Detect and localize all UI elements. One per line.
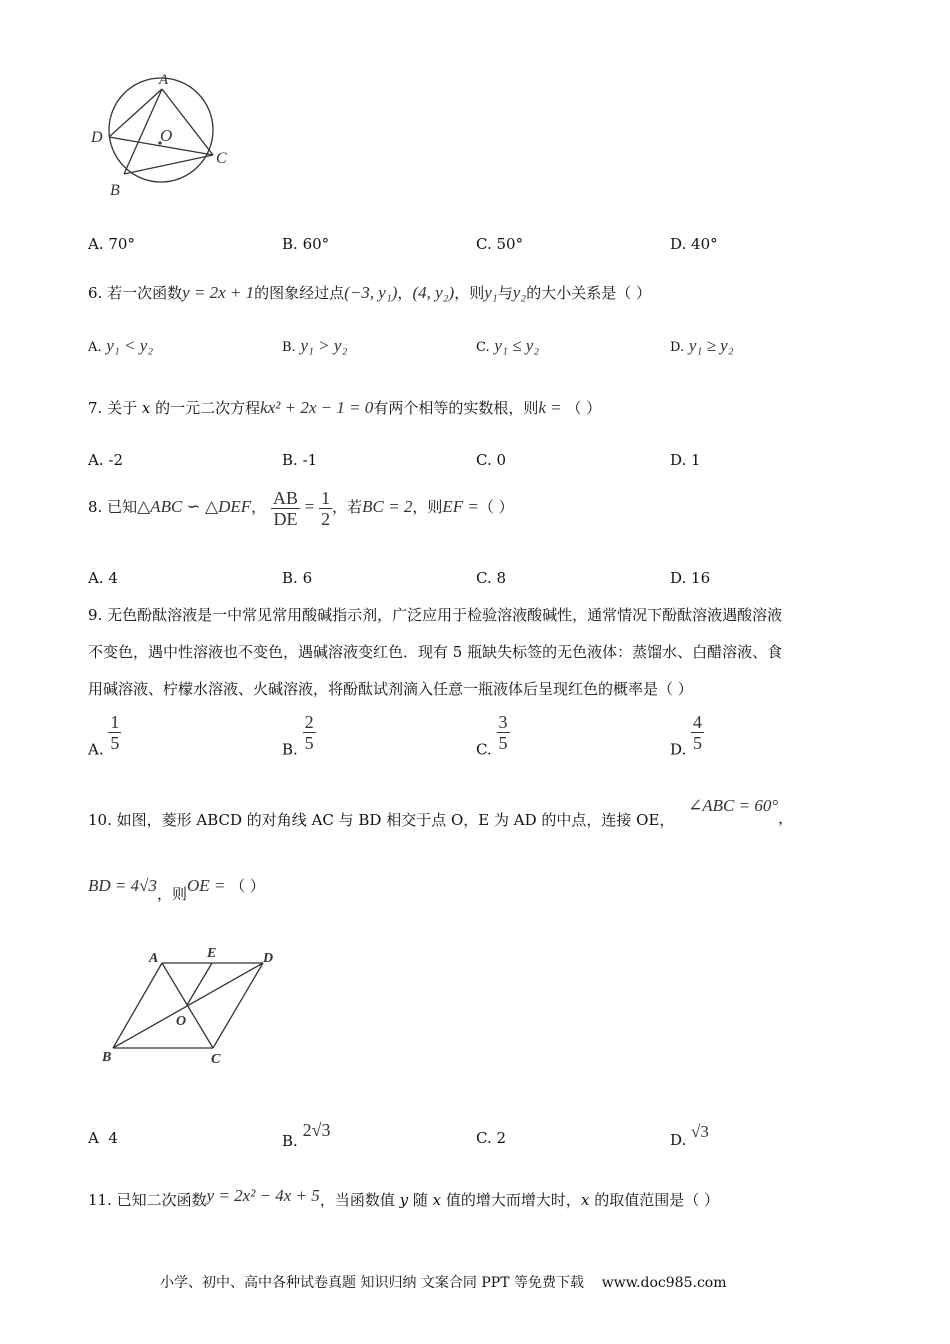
q8-option-b[interactable] bbox=[282, 569, 312, 587]
option-label: A. bbox=[88, 451, 104, 469]
question-9-line-2: 不变色，遇中性溶液也不变色，遇碱溶液变红色．现有 5 瓶缺失标签的无色液体：蒸馏水、白醋溶液、食 bbox=[88, 643, 783, 661]
question-text: ，则 bbox=[156, 885, 187, 903]
q10-option-d[interactable] bbox=[670, 1122, 709, 1149]
q7-option-a[interactable] bbox=[88, 451, 123, 469]
question-text: （ ） bbox=[566, 399, 602, 417]
ratio-fraction bbox=[271, 488, 300, 529]
question-text: 与 bbox=[497, 284, 513, 302]
label-a: A bbox=[159, 72, 169, 88]
fraction-denominator: 2 bbox=[321, 508, 331, 529]
q5-option-c[interactable] bbox=[476, 235, 523, 253]
side-cd bbox=[213, 963, 263, 1048]
label-a: A bbox=[149, 951, 159, 966]
question-text: ，当函数值 bbox=[319, 1191, 395, 1209]
option-label: B. bbox=[282, 340, 296, 355]
option-text: √3 bbox=[691, 1122, 709, 1141]
question-text: 已知 bbox=[107, 498, 138, 516]
option-text: 60° bbox=[302, 235, 330, 253]
question-text: 的一元二次方程 bbox=[155, 399, 261, 417]
option-text: 2√3 bbox=[302, 1120, 331, 1140]
question-text: 的图象经过点 bbox=[254, 284, 345, 302]
question-text: ，若 bbox=[332, 498, 363, 516]
q7-option-d[interactable] bbox=[670, 451, 701, 469]
option-label: B. bbox=[282, 740, 298, 759]
option-label: C. bbox=[476, 1129, 492, 1147]
question-text: 随 bbox=[412, 1191, 428, 1209]
page-footer bbox=[160, 1272, 726, 1292]
side-ab bbox=[113, 963, 162, 1048]
option-text: -1 bbox=[302, 451, 318, 469]
option-text: 16 bbox=[691, 569, 711, 587]
formula: kx² + 2x − 1 = 0 bbox=[260, 398, 374, 417]
option-label: B. bbox=[282, 569, 298, 587]
y1: y₁ bbox=[484, 283, 498, 302]
option-text: 8 bbox=[496, 569, 507, 587]
option-label: C. bbox=[476, 340, 490, 355]
question-text: 已知二次函数 bbox=[116, 1191, 207, 1209]
q10-option-a[interactable] bbox=[88, 1129, 118, 1147]
q7-option-c[interactable] bbox=[476, 451, 506, 469]
label-b: B bbox=[110, 182, 120, 199]
option-text: 4 bbox=[108, 569, 118, 587]
q8-option-a[interactable] bbox=[88, 569, 118, 587]
label-c: C bbox=[216, 150, 227, 167]
fraction-denominator: DE bbox=[273, 508, 298, 529]
option-label: D. bbox=[670, 740, 687, 759]
bc-expression: BC = 2 bbox=[362, 497, 413, 516]
option-text: 70° bbox=[108, 235, 135, 253]
variable-x: x bbox=[432, 1191, 442, 1209]
angle-expression: ∠ABC = 60° bbox=[688, 796, 779, 815]
option-label: B. bbox=[282, 451, 298, 469]
fraction-numerator: 1 bbox=[321, 487, 331, 508]
option-text: 1 bbox=[691, 451, 701, 469]
option-label: A. bbox=[88, 569, 104, 587]
option-text: 50° bbox=[496, 235, 524, 253]
question-number: 8. bbox=[88, 498, 103, 516]
option-label: A. bbox=[88, 235, 104, 253]
option-text: y₁ > y₂ bbox=[300, 336, 348, 355]
formula: y = 2x² − 4x + 5 bbox=[206, 1186, 320, 1205]
fraction-denominator: 5 bbox=[304, 733, 314, 753]
fraction-numerator: 3 bbox=[498, 712, 508, 732]
question-number: 7. bbox=[88, 399, 103, 417]
label-b: B bbox=[102, 1050, 112, 1065]
option-text: y₁ ≤ y₂ bbox=[494, 336, 540, 355]
question-number: 6. bbox=[88, 284, 103, 302]
y2: y₂ bbox=[512, 283, 527, 302]
q8-option-c[interactable] bbox=[476, 569, 506, 587]
label-o: O bbox=[176, 1014, 187, 1029]
option-label: A. bbox=[88, 740, 104, 759]
fraction-denominator: 5 bbox=[693, 733, 703, 753]
option-label: D. bbox=[670, 340, 685, 355]
formula: y = 2x + 1 bbox=[182, 283, 255, 302]
diagonal-bd bbox=[113, 963, 263, 1048]
q5-option-a[interactable] bbox=[88, 235, 135, 253]
variable-x: x bbox=[580, 1191, 590, 1209]
variable-y: y bbox=[399, 1191, 409, 1209]
comma: ， bbox=[778, 809, 794, 827]
question-text: 有两个相等的实数根，则 bbox=[373, 399, 539, 417]
option-fraction bbox=[691, 712, 704, 753]
label-c: C bbox=[211, 1052, 221, 1067]
q6-option-a[interactable] bbox=[88, 336, 153, 356]
question-text: 的取值范围是（ ） bbox=[594, 1191, 719, 1209]
question-text: 值的增大而增大时， bbox=[445, 1191, 581, 1209]
label-e: E bbox=[207, 946, 217, 961]
variable-x: x bbox=[141, 399, 151, 417]
option-text: 2 bbox=[496, 1129, 507, 1147]
fraction-numerator: 1 bbox=[110, 712, 120, 732]
bd-expression: BD = 4√3 bbox=[88, 876, 157, 895]
question-11 bbox=[88, 1186, 719, 1210]
q5-option-d[interactable] bbox=[670, 235, 718, 253]
q7-option-b[interactable] bbox=[282, 451, 317, 469]
option-label: C. bbox=[476, 740, 492, 759]
equals: = bbox=[304, 497, 315, 516]
comma: ， bbox=[251, 498, 267, 516]
fraction-numerator: 4 bbox=[693, 712, 703, 732]
question-text: 的大小关系是（ ） bbox=[526, 284, 651, 302]
option-text: 0 bbox=[496, 451, 507, 469]
rhombus-figure bbox=[95, 940, 290, 1070]
option-label: C. bbox=[476, 235, 492, 253]
option-label: A bbox=[88, 1129, 99, 1147]
option-label: D. bbox=[670, 569, 687, 587]
k-expression: k = bbox=[538, 398, 562, 417]
q6-option-b[interactable] bbox=[282, 336, 347, 356]
question-8 bbox=[88, 484, 514, 530]
q10-option-c[interactable] bbox=[476, 1129, 506, 1147]
question-9-line-3: 用碱溶液、柠檬水溶液、火碱溶液，将酚酞试剂滴入任意一瓶液体后呈现红色的概率是（ ） bbox=[88, 680, 693, 698]
question-text: （ ） bbox=[230, 877, 265, 895]
question-text: ，则 bbox=[412, 498, 443, 516]
chord-ac bbox=[162, 89, 213, 155]
point-1: (−3, y₁) bbox=[344, 283, 398, 302]
fraction-denominator: 5 bbox=[498, 733, 508, 753]
question-text: 关于 bbox=[107, 399, 138, 417]
circle-figure bbox=[80, 68, 240, 203]
question-9-line-1: 9. 无色酚酞溶液是一中常见常用酸碱指示剂，广泛应用于检验溶液酸碱性，通常情况下酚酞溶液遇酸溶液 bbox=[88, 606, 783, 624]
option-fraction bbox=[303, 712, 316, 753]
similar-expression: △ABC ∽ △DEF bbox=[137, 497, 252, 516]
question-text: 若一次函数 bbox=[107, 284, 183, 302]
question-text: （ ） bbox=[478, 498, 514, 516]
option-text: 6 bbox=[302, 569, 313, 587]
chord-ab bbox=[124, 89, 162, 174]
question-10-line-2 bbox=[88, 876, 265, 904]
question-10-text: 10. 如图，菱形 ABCD 的对角线 AC 与 BD 相交于点 O，E 为 AD 的中点，连接 OE， bbox=[88, 811, 675, 829]
option-text: -2 bbox=[108, 451, 124, 469]
q9-option-b[interactable] bbox=[282, 712, 316, 759]
chord-da bbox=[109, 89, 162, 137]
fraction-denominator: 5 bbox=[110, 733, 120, 753]
option-fraction bbox=[497, 712, 510, 753]
option-label: D. bbox=[670, 1131, 687, 1149]
question-7 bbox=[88, 398, 601, 418]
question-text: ，则 bbox=[454, 284, 485, 302]
option-fraction bbox=[108, 712, 121, 753]
q9-option-a[interactable] bbox=[88, 712, 121, 759]
question-10-angle bbox=[688, 796, 793, 828]
q6-option-d[interactable] bbox=[670, 336, 734, 356]
q10-option-b[interactable] bbox=[282, 1120, 330, 1150]
option-text: 40° bbox=[691, 235, 718, 253]
option-label: B. bbox=[282, 235, 298, 253]
ef-expression: EF = bbox=[442, 497, 479, 516]
fraction-numerator: 2 bbox=[304, 712, 314, 732]
option-label: C. bbox=[476, 569, 492, 587]
option-label: B. bbox=[282, 1132, 298, 1150]
q5-option-b[interactable] bbox=[282, 235, 329, 253]
label-d: D bbox=[91, 129, 103, 146]
half-fraction bbox=[319, 488, 332, 529]
option-label: D. bbox=[670, 235, 687, 253]
option-label: D. bbox=[670, 451, 687, 469]
comma: ， bbox=[397, 284, 413, 302]
oe-expression: OE = bbox=[186, 876, 226, 895]
question-number: 11. bbox=[88, 1191, 112, 1209]
q8-option-d[interactable] bbox=[670, 569, 710, 587]
q6-option-c[interactable] bbox=[476, 336, 539, 356]
fraction-numerator: AB bbox=[272, 487, 298, 508]
q9-option-d[interactable] bbox=[670, 712, 704, 759]
option-label: C. bbox=[476, 451, 492, 469]
option-label: A. bbox=[88, 340, 102, 355]
option-text: 4 bbox=[108, 1129, 118, 1147]
q9-option-c[interactable] bbox=[476, 712, 510, 759]
option-text: y₁ ≥ y₂ bbox=[688, 336, 734, 355]
label-o: O bbox=[160, 126, 173, 145]
question-6 bbox=[88, 283, 651, 303]
footer-text: 小学、初中、高中各种试卷真题 知识归纳 文案合同 PPT 等免费下载 bbox=[160, 1275, 584, 1291]
footer-url[interactable]: www.doc985.com bbox=[601, 1275, 727, 1291]
point-2: (4, y₂) bbox=[412, 283, 455, 302]
label-d: D bbox=[263, 951, 274, 966]
option-text: y₁ < y₂ bbox=[106, 336, 154, 355]
